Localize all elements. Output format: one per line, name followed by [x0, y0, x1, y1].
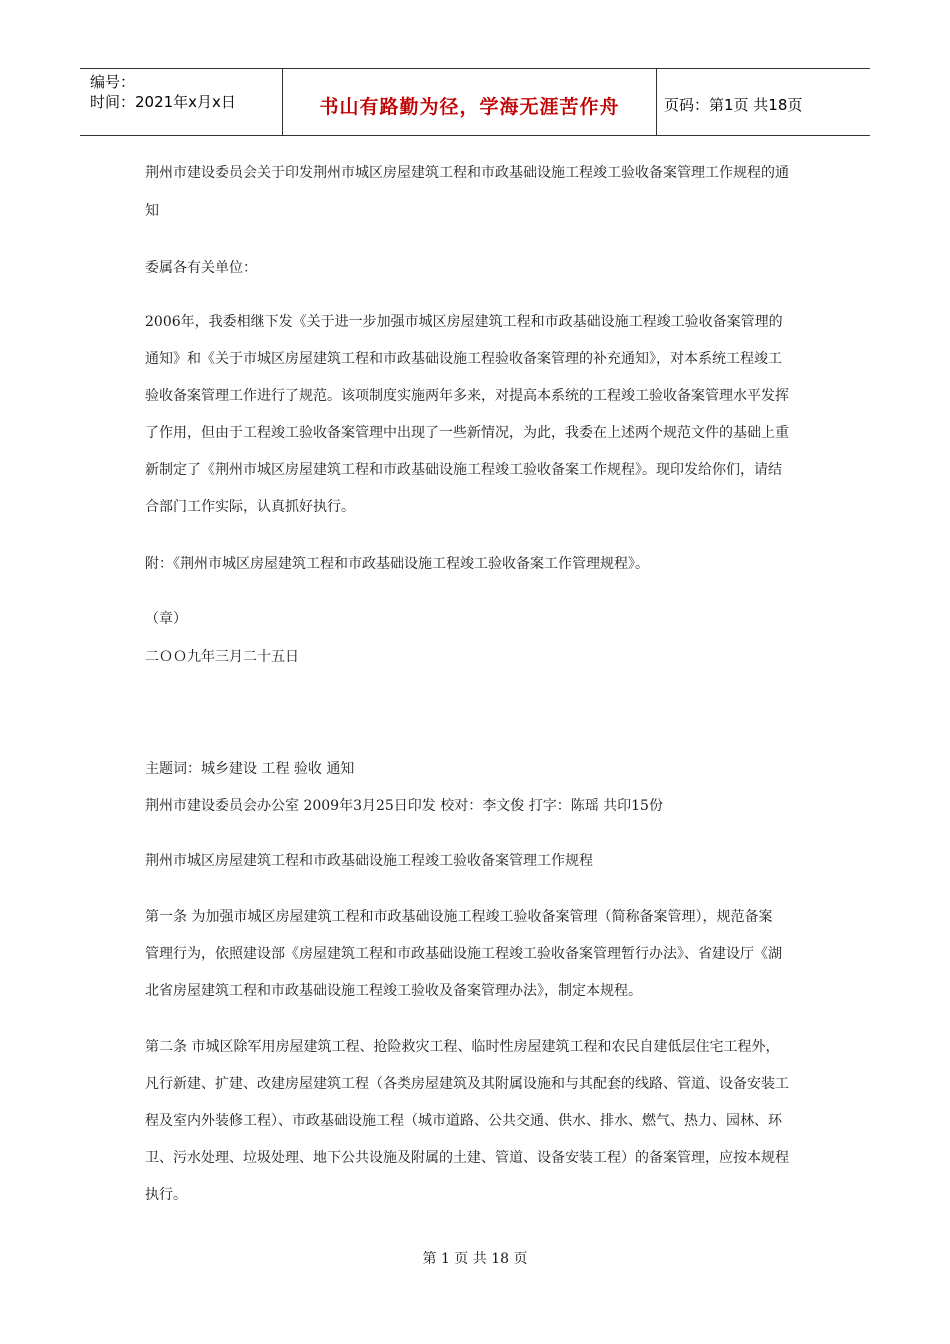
document-header	[80, 68, 870, 136]
header-meta	[80, 69, 282, 135]
article-line: 执行。	[145, 1187, 187, 1203]
header-time: 时间：2021年x月x日	[90, 93, 236, 111]
article-line: 第二条 市城区除军用房屋建筑工程、抢险救灾工程、临时性房屋建筑工程和农民自建低层住宅工程外，	[145, 1039, 780, 1055]
issuer-line: 荆州市建设委员会办公室 2009年3月25日印发 校对：李文俊 打字：陈瑶 共印15份	[145, 798, 663, 814]
paragraph-line: 了作用，但由于工程竣工验收备案管理中出现了一些新情况，为此，我委在上述两个规范文件的基础上重	[145, 425, 789, 441]
doc-title-line: 知	[145, 203, 159, 219]
header-page-info: 页码：第1页 共18页	[664, 95, 803, 114]
paragraph-line: 2006年，我委相继下发《关于进一步加强市城区房屋建筑工程和市政基础设施工程竣工验收备案管理的	[145, 314, 783, 330]
salutation: 委属各有关单位：	[145, 260, 257, 276]
paragraph-line: 验收备案管理工作进行了规范。该项制度实施两年多来，对提高本系统的工程竣工验收备案管理水平发挥	[145, 388, 789, 404]
article-line: 管理行为，依照建设部《房屋建筑工程和市政基础设施工程竣工验收备案管理暂行办法》、省建设厅《湖	[145, 946, 782, 962]
article-line: 卫、污水处理、垃圾处理、地下公共设施及附属的土建、管道、设备安装工程）的备案管理，应按本规程	[145, 1150, 789, 1166]
article-line: 北省房屋建筑工程和市政基础设施工程竣工验收及备案管理办法》，制定本规程。	[145, 983, 642, 999]
article-line: 程及室内外装修工程）、市政基础设施工程（城市道路、公共交通、供水、排水、燃气、热力、园林、环	[145, 1113, 782, 1129]
paragraph-line: 合部门工作实际，认真抓好执行。	[145, 499, 355, 515]
header-divider	[656, 69, 657, 135]
article-line: 凡行新建、扩建、改建房屋建筑工程（各类房屋建筑及其附属设施和与其配套的线路、管道、设备安装工	[145, 1076, 789, 1092]
page-footer: 第 1 页 共 18 页	[422, 1251, 528, 1267]
seal-note: （章）	[145, 611, 187, 627]
paragraph-line: 新制定了《荆州市城区房屋建筑工程和市政基础设施工程竣工验收备案工作规程》。现印发给你们，请结	[145, 462, 782, 478]
article-line: 第一条 为加强市城区房屋建筑工程和市政基础设施工程竣工验收备案管理（简称备案管理），规范备案	[145, 909, 773, 925]
rules-title: 荆州市城区房屋建筑工程和市政基础设施工程竣工验收备案管理工作规程	[145, 853, 593, 869]
header-motto: 书山有路勤为径，学海无涯苦作舟	[319, 95, 620, 118]
header-number: 编号：	[90, 73, 136, 91]
doc-title-line: 荆州市建设委员会关于印发荆州市城区房屋建筑工程和市政基础设施工程竣工验收备案管理工作规程的通	[145, 165, 789, 181]
keywords-line: 主题词：城乡建设 工程 验收 通知	[145, 761, 355, 777]
paragraph-line: 通知》和《关于市城区房屋建筑工程和市政基础设施工程验收备案管理的补充通知》，对本系统工程竣工	[145, 351, 782, 367]
attachment-line: 附：《荆州市城区房屋建筑工程和市政基础设施工程竣工验收备案工作管理规程》。	[145, 556, 649, 572]
issue-date: 二ＯＯ九年三月二十五日	[145, 649, 299, 665]
